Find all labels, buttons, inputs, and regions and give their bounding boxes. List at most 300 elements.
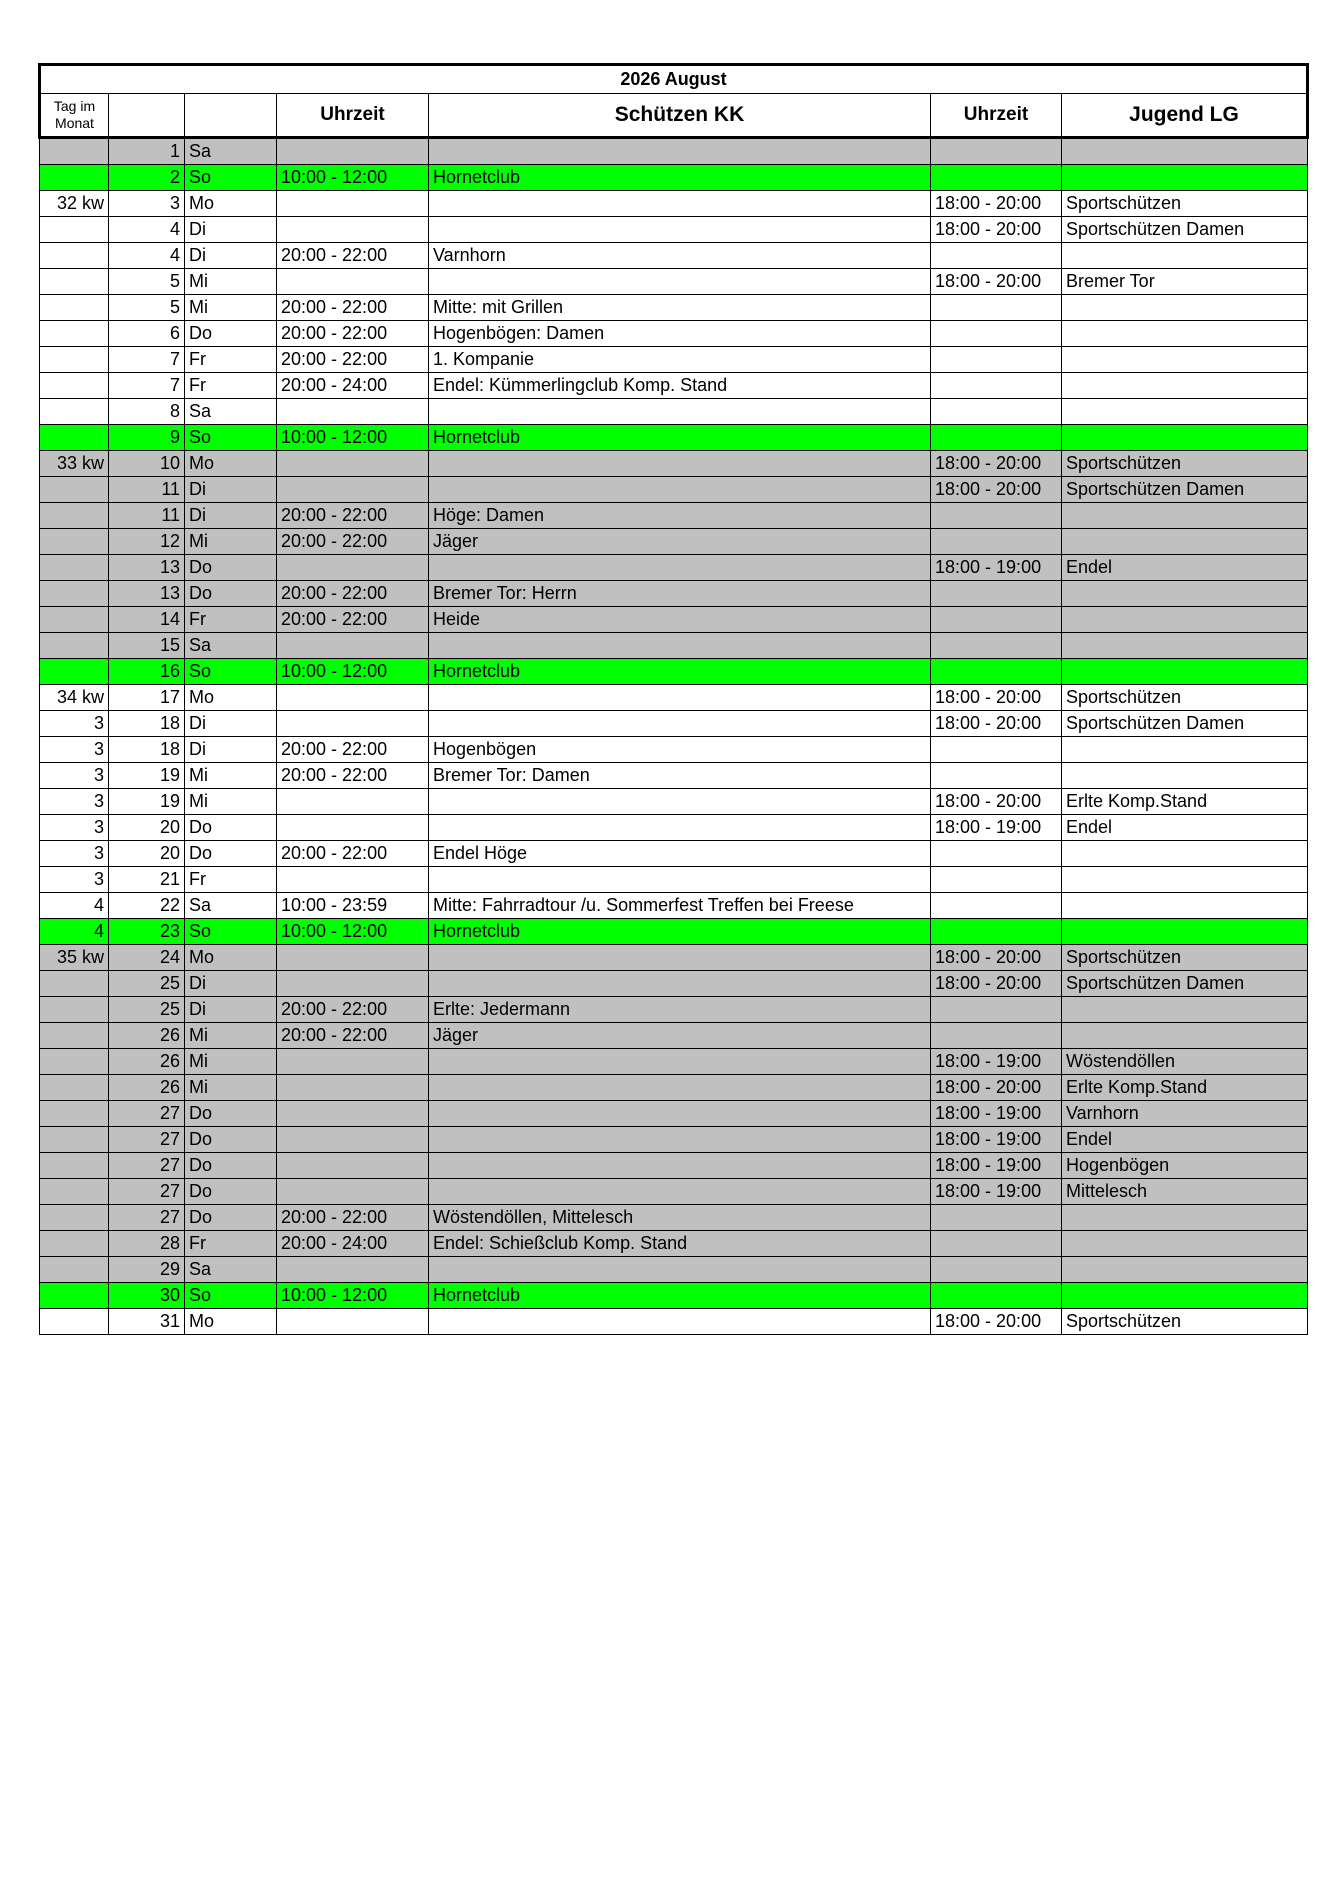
cell-weekday: Do [185,321,277,347]
cell-weekday: Do [185,841,277,867]
cell-time-kk [277,1309,429,1335]
cell-weekday: Mi [185,789,277,815]
header-uhrzeit-lg: Uhrzeit [931,94,1062,138]
cell-day: 11 [109,477,185,503]
header-weekday [185,94,277,138]
cell-time-kk: 20:00 - 22:00 [277,347,429,373]
table-row [40,607,1308,633]
cell-event-kk [429,1075,931,1101]
table-row [40,1153,1308,1179]
cell-time-lg: 18:00 - 20:00 [931,191,1062,217]
table-row [40,1257,1308,1283]
cell-weekday: Fr [185,1231,277,1257]
cell-day: 25 [109,997,185,1023]
sheet-title: 2026 August [40,65,1308,94]
cell-day: 25 [109,971,185,997]
cell-weekday: Mo [185,685,277,711]
cell-weekday: Fr [185,347,277,373]
cell-time-kk: 20:00 - 24:00 [277,373,429,399]
table-row [40,815,1308,841]
cell-week [40,1127,109,1153]
cell-event-kk [429,945,931,971]
cell-weekday: Sa [185,893,277,919]
cell-time-lg: 18:00 - 20:00 [931,711,1062,737]
cell-time-lg: 18:00 - 19:00 [931,1127,1062,1153]
cell-event-kk: Jäger [429,529,931,555]
cell-weekday: Sa [185,138,277,165]
cell-event-kk [429,555,931,581]
cell-time-lg: 18:00 - 19:00 [931,1049,1062,1075]
cell-time-kk: 20:00 - 22:00 [277,841,429,867]
cell-week [40,1179,109,1205]
cell-event-kk [429,711,931,737]
cell-week [40,503,109,529]
cell-week: 3 [40,763,109,789]
cell-event-lg: Endel [1062,555,1308,581]
cell-event-kk [429,867,931,893]
cell-day: 24 [109,945,185,971]
header-day [109,94,185,138]
table-row [40,763,1308,789]
cell-time-lg: 18:00 - 20:00 [931,269,1062,295]
cell-week [40,373,109,399]
cell-event-lg: Varnhorn [1062,1101,1308,1127]
cell-week [40,1257,109,1283]
cell-time-kk [277,1049,429,1075]
table-row [40,165,1308,191]
cell-week [40,1153,109,1179]
table-row [40,893,1308,919]
cell-time-lg [931,373,1062,399]
cell-day: 2 [109,165,185,191]
header-schuetzen-kk: Schützen KK [429,94,931,138]
cell-week [40,1101,109,1127]
header-row [40,94,1308,138]
cell-time-lg [931,295,1062,321]
table-row [40,1231,1308,1257]
cell-week [40,477,109,503]
cell-weekday: Sa [185,1257,277,1283]
cell-weekday: Mi [185,1023,277,1049]
cell-event-kk [429,815,931,841]
cell-week: 4 [40,893,109,919]
cell-time-kk [277,1075,429,1101]
table-row [40,399,1308,425]
cell-day: 7 [109,347,185,373]
cell-time-kk: 10:00 - 12:00 [277,659,429,685]
cell-week [40,1205,109,1231]
table-row [40,451,1308,477]
cell-day: 18 [109,711,185,737]
cell-day: 11 [109,503,185,529]
cell-time-kk [277,1179,429,1205]
cell-event-lg [1062,1283,1308,1309]
cell-time-lg [931,1257,1062,1283]
cell-event-kk: 1. Kompanie [429,347,931,373]
cell-weekday: Sa [185,633,277,659]
cell-time-kk: 20:00 - 22:00 [277,1205,429,1231]
cell-week [40,1283,109,1309]
cell-event-kk [429,1127,931,1153]
cell-time-lg: 18:00 - 20:00 [931,451,1062,477]
cell-day: 19 [109,763,185,789]
cell-time-kk [277,867,429,893]
table-row [40,711,1308,737]
cell-day: 19 [109,789,185,815]
table-row [40,1205,1308,1231]
cell-time-kk [277,711,429,737]
cell-time-kk: 20:00 - 22:00 [277,1023,429,1049]
header-tag-line1: Tag im [53,98,96,114]
cell-week [40,997,109,1023]
cell-weekday: Sa [185,399,277,425]
cell-event-lg: Wöstendöllen [1062,1049,1308,1075]
cell-event-lg [1062,659,1308,685]
cell-day: 5 [109,269,185,295]
cell-week: 3 [40,867,109,893]
cell-weekday: Fr [185,867,277,893]
cell-event-lg: Sportschützen Damen [1062,711,1308,737]
cell-day: 8 [109,399,185,425]
cell-event-kk: Bremer Tor: Damen [429,763,931,789]
cell-event-kk [429,1153,931,1179]
cell-event-kk: Heide [429,607,931,633]
cell-event-kk: Hornetclub [429,425,931,451]
cell-event-lg: Mittelesch [1062,1179,1308,1205]
cell-week [40,1023,109,1049]
cell-time-lg [931,165,1062,191]
cell-day: 3 [109,191,185,217]
cell-time-kk: 10:00 - 12:00 [277,165,429,191]
cell-time-lg [931,425,1062,451]
table-row [40,789,1308,815]
table-row [40,138,1308,165]
table-row [40,997,1308,1023]
cell-week: 33 kw [40,451,109,477]
header-tag-im-monat [40,94,109,138]
cell-day: 26 [109,1075,185,1101]
cell-week: 3 [40,711,109,737]
cell-event-lg [1062,633,1308,659]
table-row [40,581,1308,607]
cell-event-lg: Sportschützen Damen [1062,217,1308,243]
cell-day: 21 [109,867,185,893]
table-row [40,659,1308,685]
cell-weekday: Do [185,1179,277,1205]
cell-time-kk [277,633,429,659]
cell-weekday: Do [185,1127,277,1153]
cell-event-lg: Erlte Komp.Stand [1062,789,1308,815]
cell-weekday: Mi [185,529,277,555]
cell-event-lg [1062,425,1308,451]
cell-event-lg [1062,867,1308,893]
table-row [40,867,1308,893]
cell-weekday: Mi [185,1049,277,1075]
cell-weekday: Mo [185,945,277,971]
cell-day: 13 [109,581,185,607]
table-row [40,243,1308,269]
cell-day: 20 [109,841,185,867]
table-row [40,633,1308,659]
cell-time-kk: 20:00 - 22:00 [277,737,429,763]
cell-week [40,243,109,269]
cell-event-kk [429,451,931,477]
table-row [40,217,1308,243]
cell-day: 22 [109,893,185,919]
cell-time-kk: 20:00 - 22:00 [277,529,429,555]
table-row [40,737,1308,763]
cell-event-lg: Bremer Tor [1062,269,1308,295]
cell-time-lg [931,659,1062,685]
table-row [40,1309,1308,1335]
table-row [40,373,1308,399]
schedule-body [40,138,1308,1335]
cell-time-kk [277,945,429,971]
cell-weekday: Fr [185,607,277,633]
header-jugend-lg: Jugend LG [1062,94,1308,138]
cell-time-lg [931,529,1062,555]
header-tag-line2: Monat [55,115,94,131]
cell-event-kk [429,399,931,425]
cell-week [40,659,109,685]
table-row [40,1023,1308,1049]
cell-day: 15 [109,633,185,659]
cell-event-kk [429,633,931,659]
cell-time-lg: 18:00 - 19:00 [931,1153,1062,1179]
cell-time-lg [931,1205,1062,1231]
cell-weekday: Di [185,737,277,763]
cell-day: 17 [109,685,185,711]
cell-time-kk: 10:00 - 12:00 [277,1283,429,1309]
cell-weekday: So [185,165,277,191]
cell-event-kk [429,477,931,503]
cell-time-lg: 18:00 - 19:00 [931,1101,1062,1127]
cell-time-lg: 18:00 - 20:00 [931,477,1062,503]
cell-week: 4 [40,919,109,945]
cell-week: 32 kw [40,191,109,217]
cell-time-kk: 20:00 - 22:00 [277,321,429,347]
cell-day: 10 [109,451,185,477]
cell-week [40,165,109,191]
cell-weekday: Di [185,971,277,997]
cell-day: 14 [109,607,185,633]
cell-week [40,633,109,659]
cell-event-lg [1062,503,1308,529]
cell-weekday: Do [185,815,277,841]
cell-event-lg [1062,607,1308,633]
table-row [40,1283,1308,1309]
cell-time-kk: 20:00 - 22:00 [277,997,429,1023]
cell-event-kk: Endel Höge [429,841,931,867]
cell-day: 27 [109,1205,185,1231]
table-row [40,347,1308,373]
cell-time-lg: 18:00 - 20:00 [931,685,1062,711]
cell-week [40,1075,109,1101]
cell-day: 27 [109,1153,185,1179]
table-row [40,503,1308,529]
cell-event-lg: Sportschützen [1062,451,1308,477]
cell-time-lg: 18:00 - 20:00 [931,789,1062,815]
title-row [40,65,1308,94]
cell-event-lg [1062,295,1308,321]
cell-event-lg [1062,529,1308,555]
cell-day: 28 [109,1231,185,1257]
cell-time-lg [931,607,1062,633]
cell-day: 9 [109,425,185,451]
cell-week [40,138,109,165]
cell-weekday: Di [185,217,277,243]
cell-time-kk [277,1153,429,1179]
cell-week [40,1049,109,1075]
cell-week: 3 [40,737,109,763]
cell-event-lg: Sportschützen Damen [1062,477,1308,503]
cell-event-lg [1062,893,1308,919]
cell-time-kk [277,269,429,295]
cell-weekday: So [185,1283,277,1309]
cell-event-kk [429,1257,931,1283]
cell-week [40,425,109,451]
cell-time-kk [277,815,429,841]
cell-event-lg [1062,581,1308,607]
cell-day: 13 [109,555,185,581]
cell-day: 12 [109,529,185,555]
cell-event-kk: Varnhorn [429,243,931,269]
cell-event-lg: Sportschützen [1062,685,1308,711]
cell-time-lg: 18:00 - 20:00 [931,945,1062,971]
cell-event-lg [1062,1257,1308,1283]
cell-time-kk [277,555,429,581]
cell-time-kk [277,971,429,997]
cell-event-kk [429,269,931,295]
cell-event-kk [429,685,931,711]
cell-time-lg [931,997,1062,1023]
cell-day: 27 [109,1179,185,1205]
cell-time-lg [931,321,1062,347]
cell-event-kk: Hornetclub [429,919,931,945]
cell-weekday: Mi [185,269,277,295]
cell-day: 27 [109,1127,185,1153]
cell-event-kk: Jäger [429,1023,931,1049]
table-row [40,1049,1308,1075]
cell-event-kk [429,971,931,997]
cell-event-lg [1062,373,1308,399]
cell-event-kk [429,789,931,815]
cell-weekday: Mi [185,295,277,321]
cell-event-kk: Hornetclub [429,1283,931,1309]
table-row [40,321,1308,347]
cell-day: 16 [109,659,185,685]
cell-week [40,529,109,555]
cell-weekday: So [185,919,277,945]
cell-event-kk: Endel: Schießclub Komp. Stand [429,1231,931,1257]
cell-weekday: Fr [185,373,277,399]
table-row [40,477,1308,503]
cell-day: 18 [109,737,185,763]
cell-weekday: Mo [185,1309,277,1335]
header-uhrzeit-kk: Uhrzeit [277,94,429,138]
cell-day: 23 [109,919,185,945]
cell-day: 5 [109,295,185,321]
cell-time-lg: 18:00 - 20:00 [931,1075,1062,1101]
cell-time-lg [931,138,1062,165]
cell-time-kk: 10:00 - 23:59 [277,893,429,919]
cell-event-kk: Hornetclub [429,165,931,191]
table-row [40,945,1308,971]
cell-week: 3 [40,815,109,841]
cell-week [40,321,109,347]
cell-week [40,399,109,425]
cell-weekday: So [185,659,277,685]
cell-event-kk: Hogenbögen: Damen [429,321,931,347]
cell-time-kk [277,1101,429,1127]
cell-event-lg [1062,165,1308,191]
cell-event-kk: Bremer Tor: Herrn [429,581,931,607]
cell-time-kk [277,477,429,503]
cell-event-kk: Mitte: mit Grillen [429,295,931,321]
cell-time-kk: 20:00 - 22:00 [277,607,429,633]
cell-time-kk: 20:00 - 24:00 [277,1231,429,1257]
cell-weekday: Do [185,555,277,581]
cell-week: 34 kw [40,685,109,711]
cell-event-kk [429,138,931,165]
cell-time-lg [931,841,1062,867]
cell-week: 35 kw [40,945,109,971]
cell-time-kk: 10:00 - 12:00 [277,919,429,945]
cell-event-lg [1062,243,1308,269]
cell-event-kk: Hornetclub [429,659,931,685]
table-row [40,841,1308,867]
cell-weekday: Mo [185,191,277,217]
table-row [40,555,1308,581]
cell-time-kk [277,685,429,711]
cell-event-lg [1062,1205,1308,1231]
cell-time-kk: 20:00 - 22:00 [277,503,429,529]
cell-weekday: Di [185,477,277,503]
cell-event-lg [1062,841,1308,867]
cell-week [40,217,109,243]
cell-event-lg [1062,1231,1308,1257]
cell-time-lg [931,581,1062,607]
cell-event-kk: Höge: Damen [429,503,931,529]
table-row [40,269,1308,295]
cell-week [40,607,109,633]
cell-weekday: Do [185,1153,277,1179]
cell-weekday: Mi [185,1075,277,1101]
cell-time-kk [277,138,429,165]
cell-weekday: Di [185,503,277,529]
cell-event-lg [1062,321,1308,347]
cell-weekday: Di [185,711,277,737]
cell-event-lg [1062,138,1308,165]
cell-event-kk [429,1309,931,1335]
cell-weekday: Do [185,1101,277,1127]
cell-week [40,971,109,997]
cell-week [40,1309,109,1335]
table-row [40,1179,1308,1205]
table-row [40,685,1308,711]
cell-day: 4 [109,243,185,269]
cell-event-lg: Endel [1062,1127,1308,1153]
cell-day: 31 [109,1309,185,1335]
cell-day: 20 [109,815,185,841]
cell-time-kk [277,1257,429,1283]
cell-time-lg [931,399,1062,425]
cell-event-kk [429,191,931,217]
cell-weekday: So [185,425,277,451]
cell-event-lg: Hogenbögen [1062,1153,1308,1179]
cell-weekday: Di [185,243,277,269]
cell-event-kk: Erlte: Jedermann [429,997,931,1023]
